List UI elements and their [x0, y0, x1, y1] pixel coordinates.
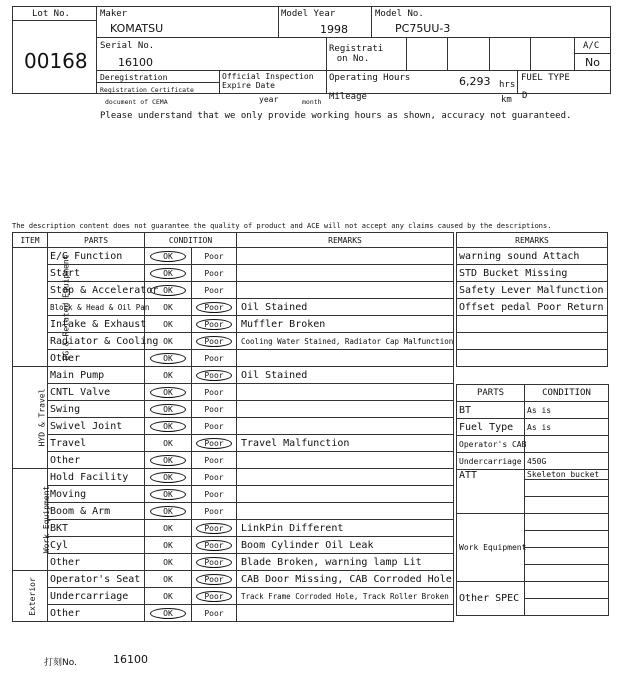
- remark-text: Muffler Broken: [237, 316, 454, 333]
- item-group-cell: [13, 469, 52, 571]
- part-name: Swivel Joint: [48, 418, 145, 435]
- parts-body: [457, 385, 609, 616]
- remarks-body: [457, 233, 608, 367]
- remark-text: [237, 418, 454, 435]
- parts-box-empty-cell: [525, 497, 609, 514]
- serial-no-value: 16100: [118, 56, 153, 69]
- ok-mark: OK: [150, 251, 186, 262]
- ok-cell: [145, 265, 192, 282]
- ok-mark: OK: [163, 540, 173, 550]
- ok-mark: OK: [163, 574, 173, 584]
- ok-mark: OK: [163, 370, 173, 380]
- poor-cell: [192, 554, 237, 571]
- parts-box-part: BT: [457, 402, 525, 419]
- poor-mark: Poor: [196, 557, 232, 568]
- checklist-row: [13, 299, 454, 316]
- checklist-row: [13, 469, 454, 486]
- part-name: Swing: [48, 401, 145, 418]
- ok-cell: [145, 435, 192, 452]
- fuel-type-label: FUEL TYPE: [521, 73, 570, 83]
- parts-header: PARTS: [48, 233, 145, 248]
- parts-box-work-equipment-row: [457, 514, 609, 531]
- part-name: Start: [48, 265, 145, 282]
- remarks-box-line: STD Bucket Missing: [457, 265, 608, 282]
- remark-text: [237, 282, 454, 299]
- poor-mark: Poor: [196, 574, 232, 585]
- item-group-label: Work Equipment: [42, 485, 52, 554]
- ok-cell: [145, 282, 192, 299]
- parts-box-other-spec-row: [457, 582, 609, 599]
- item-group-cell: [13, 571, 48, 622]
- remark-text: [237, 605, 454, 622]
- part-name: Block & Head & Oil Pan: [48, 299, 145, 316]
- remark-text: Oil Stained: [237, 367, 454, 384]
- remarks-box-line: Safety Lever Malfunction: [457, 282, 608, 299]
- poor-cell: [192, 333, 237, 350]
- checklist-row: [13, 588, 454, 605]
- ok-mark: OK: [163, 302, 173, 312]
- checklist-row: [13, 537, 454, 554]
- remark-text: Cooling Water Stained, Radiator Cap Malfunction: [237, 333, 454, 350]
- remark-text: Oil Stained: [237, 299, 454, 316]
- poor-mark: Poor: [204, 387, 224, 397]
- poor-cell: [192, 248, 237, 265]
- maker-value: KOMATSU: [110, 22, 164, 35]
- parts-box-condition: As is: [525, 419, 609, 436]
- item-group-label: Exterior: [27, 576, 37, 616]
- remarks-box-header: REMARKS: [457, 233, 608, 248]
- remarks-box-row: [457, 282, 608, 299]
- checklist-row: [13, 248, 454, 265]
- checklist-row: [13, 282, 454, 299]
- poor-cell: [192, 486, 237, 503]
- remarks-box-row: [457, 265, 608, 282]
- part-name: Stop & Accelerator: [48, 282, 145, 299]
- other-spec-cell: [525, 582, 609, 599]
- parts-box-condition-header: CONDITION: [525, 385, 609, 402]
- remark-text: Travel Malfunction: [237, 435, 454, 452]
- remark-text: [237, 486, 454, 503]
- remarks-box-row: [457, 350, 608, 367]
- poor-cell: [192, 350, 237, 367]
- cema-label: document of CEMA: [105, 98, 168, 106]
- checklist-row: [13, 486, 454, 503]
- poor-mark: Poor: [196, 370, 232, 381]
- poor-cell: [192, 605, 237, 622]
- remark-text: Blade Broken, warning lamp Lit: [237, 554, 454, 571]
- poor-cell: [192, 520, 237, 537]
- ok-mark: OK: [150, 285, 186, 296]
- parts-condition-box: [456, 384, 609, 616]
- parts-box-row: [457, 470, 609, 480]
- checklist-row: [13, 316, 454, 333]
- checklist-row: [13, 452, 454, 469]
- model-no-value: PC75UU-3: [395, 22, 451, 35]
- serial-no-label: Serial No.: [100, 41, 155, 51]
- ok-cell: [145, 248, 192, 265]
- operating-hours-label: Operating Hours: [329, 73, 411, 83]
- ok-mark: OK: [163, 523, 173, 533]
- parts-box-empty-cell: [525, 531, 609, 548]
- checklist-header-row: [13, 233, 454, 248]
- part-name: Intake & Exhaust: [48, 316, 145, 333]
- poor-mark: Poor: [196, 438, 232, 449]
- item-group-label: HYD & Travel: [37, 388, 47, 447]
- parts-box-header-row: [457, 385, 609, 402]
- poor-mark: Poor: [204, 608, 224, 618]
- ok-cell: [145, 605, 192, 622]
- mileage-label: Mileage: [329, 92, 367, 102]
- parts-box-empty-cell: [525, 565, 609, 582]
- stamp-no-label: 打刻No.: [44, 658, 77, 668]
- checklist-row: [13, 554, 454, 571]
- poor-mark: Poor: [204, 489, 224, 499]
- work-equipment-label: Work Equipment: [457, 514, 525, 582]
- lot-no-label: Lot No.: [32, 9, 70, 19]
- poor-mark: Poor: [204, 472, 224, 482]
- poor-cell: [192, 367, 237, 384]
- ok-mark: OK: [150, 455, 186, 466]
- ok-cell: [145, 418, 192, 435]
- accuracy-note: Please understand that we only provide working hours as shown, accuracy not guaranteed.: [100, 111, 572, 121]
- checklist-row: [13, 367, 454, 384]
- ok-mark: OK: [163, 438, 173, 448]
- poor-cell: [192, 265, 237, 282]
- poor-mark: Poor: [196, 319, 232, 330]
- checklist-row: [13, 384, 454, 401]
- remark-text: [237, 384, 454, 401]
- ok-mark: OK: [163, 557, 173, 567]
- ok-mark: OK: [150, 472, 186, 483]
- remark-text: Track Frame Corroded Hole, Track Roller Broken: [237, 588, 454, 605]
- checklist-row: [13, 520, 454, 537]
- ok-cell: [145, 588, 192, 605]
- parts-box-condition: As is: [525, 402, 609, 419]
- parts-box-condition: Skeleton bucket: [525, 470, 609, 480]
- poor-cell: [192, 435, 237, 452]
- ok-cell: [145, 384, 192, 401]
- poor-mark: Poor: [204, 404, 224, 414]
- poor-mark: Poor: [196, 591, 232, 602]
- ok-cell: [145, 537, 192, 554]
- part-name: Main Pump: [48, 367, 145, 384]
- poor-mark: Poor: [196, 540, 232, 551]
- ok-cell: [145, 520, 192, 537]
- poor-mark: Poor: [204, 506, 224, 516]
- remark-text: LinkPin Different: [237, 520, 454, 537]
- maker-label: Maker: [100, 9, 128, 19]
- part-name: Other: [48, 452, 145, 469]
- disclaimer: The description content does not guarantee the quality of product and ACE will not accept any claims caused by the descriptions.: [12, 222, 552, 230]
- model-no-label: Model No.: [375, 9, 424, 19]
- item-group-cell: [13, 367, 48, 469]
- parts-box-row: [457, 402, 609, 419]
- ok-cell: [145, 316, 192, 333]
- parts-box-parts-header: PARTS: [457, 385, 525, 402]
- remarks-box-line: [457, 316, 608, 333]
- ok-cell: [145, 452, 192, 469]
- parts-box-condition: 450G: [525, 453, 609, 470]
- ok-mark: OK: [163, 591, 173, 601]
- stamp-no-value: 16100: [113, 653, 148, 666]
- poor-cell: [192, 299, 237, 316]
- ac-value: No: [585, 56, 600, 69]
- part-name: Cyl: [48, 537, 145, 554]
- poor-cell: [192, 401, 237, 418]
- remarks-box-header-row: [457, 233, 608, 248]
- ok-cell: [145, 503, 192, 520]
- part-name: Radiator & Cooling: [48, 333, 145, 350]
- part-name: Other: [48, 350, 145, 367]
- parts-box-empty-cell: [525, 480, 609, 497]
- remark-text: [237, 469, 454, 486]
- remark-text: CAB Door Missing, CAB Corroded Hole: [237, 571, 454, 588]
- remarks-box-row: [457, 333, 608, 350]
- remark-text: [237, 452, 454, 469]
- remarks-box-row: [457, 248, 608, 265]
- remarks-box-row: [457, 299, 608, 316]
- ok-cell: [145, 486, 192, 503]
- poor-cell: [192, 384, 237, 401]
- remarks-box-line: [457, 333, 608, 350]
- ok-mark: OK: [150, 608, 186, 619]
- remarks-box-row: [457, 316, 608, 333]
- work-equipment-cell: [525, 514, 609, 531]
- part-name: Hold Facility: [48, 469, 145, 486]
- remarks-header: REMARKS: [237, 233, 454, 248]
- inspection-checklist: [12, 232, 454, 622]
- checklist-row: [13, 503, 454, 520]
- ok-mark: OK: [150, 421, 186, 432]
- part-name: Operator's Seat: [48, 571, 145, 588]
- remark-text: Boom Cylinder Oil Leak: [237, 537, 454, 554]
- checklist-row: [13, 571, 454, 588]
- part-name: BKT: [48, 520, 145, 537]
- condition-header: CONDITION: [145, 233, 237, 248]
- remark-text: [237, 350, 454, 367]
- parts-box-part: Operator's CAB: [457, 436, 525, 453]
- part-name: Other: [48, 554, 145, 571]
- poor-cell: [192, 503, 237, 520]
- poor-mark: Poor: [196, 336, 232, 347]
- poor-cell: [192, 282, 237, 299]
- poor-cell: [192, 469, 237, 486]
- ok-cell: [145, 401, 192, 418]
- model-year-value: 1998: [320, 23, 348, 36]
- ok-cell: [145, 299, 192, 316]
- poor-mark: Poor: [196, 523, 232, 534]
- poor-cell: [192, 316, 237, 333]
- poor-cell: [192, 588, 237, 605]
- part-name: E/G Function: [48, 248, 145, 265]
- parts-box-row: [457, 436, 609, 453]
- checklist-row: [13, 265, 454, 282]
- item-group-label: EG & Related Equipment: [61, 254, 71, 360]
- ok-cell: [145, 554, 192, 571]
- ok-mark: OK: [163, 336, 173, 346]
- ok-mark: OK: [163, 319, 173, 329]
- poor-mark: Poor: [204, 251, 224, 261]
- poor-mark: Poor: [204, 421, 224, 431]
- remarks-box-line: Offset pedal Poor Return: [457, 299, 608, 316]
- checklist-body: [13, 233, 454, 622]
- ac-label: A/C: [583, 41, 600, 51]
- parts-box-row: [457, 419, 609, 436]
- parts-box-row: [457, 453, 609, 470]
- km-label: km: [501, 95, 512, 105]
- remarks-box-line: [457, 350, 608, 367]
- ok-mark: OK: [150, 404, 186, 415]
- model-year-label: Model Year: [281, 9, 336, 19]
- parts-box-part: ATT: [457, 470, 525, 514]
- poor-cell: [192, 452, 237, 469]
- ok-cell: [145, 350, 192, 367]
- remarks-box-line: warning sound Attach: [457, 248, 608, 265]
- part-name: Undercarriage: [48, 588, 145, 605]
- poor-mark: Poor: [204, 353, 224, 363]
- lot-no-value: 00168: [24, 49, 88, 73]
- ok-mark: OK: [150, 489, 186, 500]
- poor-mark: Poor: [204, 285, 224, 295]
- poor-mark: Poor: [196, 302, 232, 313]
- month-label: month: [302, 98, 322, 106]
- poor-cell: [192, 418, 237, 435]
- ok-mark: OK: [150, 353, 186, 364]
- remarks-box: [456, 232, 608, 367]
- inspection-label: Official Inspection Expire Date: [222, 72, 314, 90]
- parts-box-part: Fuel Type: [457, 419, 525, 436]
- part-name: CNTL Valve: [48, 384, 145, 401]
- poor-mark: Poor: [204, 268, 224, 278]
- other-spec-label: Other SPEC: [457, 582, 525, 616]
- checklist-row: [13, 333, 454, 350]
- parts-box-condition: [525, 436, 609, 453]
- remark-text: [237, 503, 454, 520]
- ok-cell: [145, 367, 192, 384]
- part-name: Travel: [48, 435, 145, 452]
- remark-text: [237, 265, 454, 282]
- remark-text: [237, 401, 454, 418]
- checklist-row: [13, 435, 454, 452]
- poor-cell: [192, 537, 237, 554]
- fuel-type-value: D: [522, 91, 528, 101]
- parts-box-empty-cell: [525, 548, 609, 565]
- parts-box-part: Undercarriage: [457, 453, 525, 470]
- operating-hours-value: 6,293: [459, 75, 491, 88]
- part-name: Moving: [48, 486, 145, 503]
- remark-text: [237, 248, 454, 265]
- checklist-row: [13, 418, 454, 435]
- checklist-row: [13, 401, 454, 418]
- part-name: Other: [48, 605, 145, 622]
- checklist-row: [13, 605, 454, 622]
- poor-mark: Poor: [204, 455, 224, 465]
- ok-cell: [145, 469, 192, 486]
- hrs-label: hrs: [499, 80, 516, 90]
- checklist-row: [13, 350, 454, 367]
- registration-label: Registrati on No.: [329, 44, 384, 64]
- ok-cell: [145, 571, 192, 588]
- item-header: ITEM: [13, 233, 48, 248]
- part-name: Boom & Arm: [48, 503, 145, 520]
- parts-box-empty-cell: [525, 599, 609, 616]
- poor-cell: [192, 571, 237, 588]
- ok-mark: OK: [150, 506, 186, 517]
- deregistration-label: Deregistration: [100, 73, 168, 82]
- ok-mark: OK: [150, 387, 186, 398]
- ok-mark: OK: [150, 268, 186, 279]
- registration-certificate-label: Registration Certificate: [100, 86, 194, 94]
- year-label: year: [259, 95, 279, 104]
